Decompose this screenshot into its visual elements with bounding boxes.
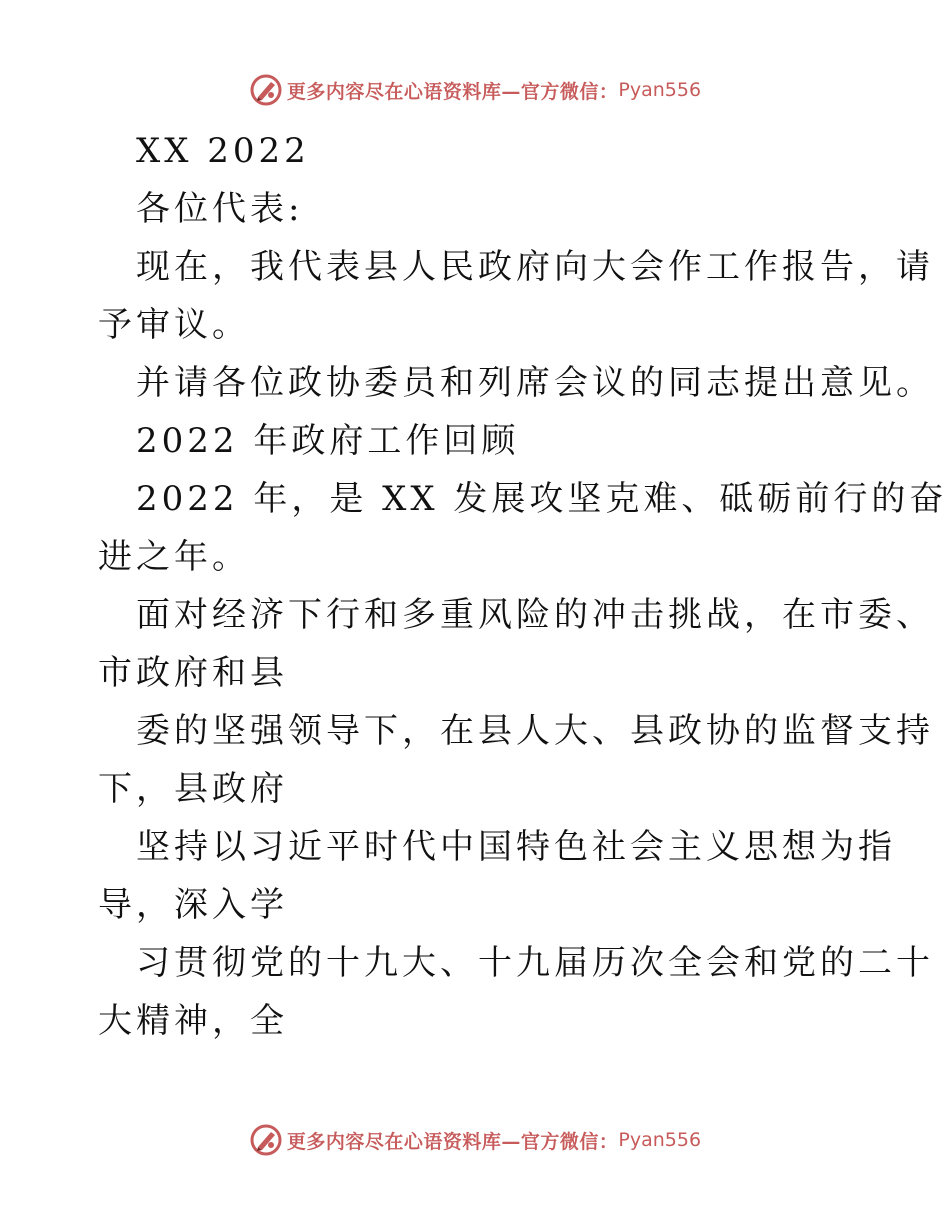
paragraph-line: 坚持以习近平时代中国特色社会主义思想为指 <box>136 827 896 867</box>
footer-watermark-banner <box>0 1120 950 1160</box>
header-watermark-banner <box>0 70 950 110</box>
watermark-text: 更多内容尽在心语资料库—官方微信： <box>286 1130 619 1153</box>
document-body <box>98 122 948 1050</box>
salutation-line: 各位代表: <box>136 189 304 229</box>
paragraph-line: 习贯彻党的十九大、十九届历次全会和党的二十 <box>136 943 934 983</box>
paragraph-line: 进之年。 <box>98 537 250 577</box>
paragraph-line: 2022 年，是 XX 发展攻坚克难、砥砺前行的奋 <box>136 479 948 519</box>
watermark-wechat-id: Pyan556 <box>618 79 702 101</box>
paragraph-line: 导，深入学 <box>98 885 288 925</box>
paragraph-line: 并请各位政协委员和列席会议的同志提出意见。 <box>136 363 934 403</box>
section-heading-line: 2022 年政府工作回顾 <box>136 421 520 461</box>
watermark-wechat-id: Pyan556 <box>618 1129 702 1151</box>
pen-logo-icon <box>249 1123 283 1157</box>
paragraph-line: 大精神，全 <box>98 1001 288 1041</box>
doc-title-line: XX 2022 <box>136 131 310 171</box>
paragraph-line: 委的坚强领导下，在县人大、县政协的监督支持 <box>136 711 934 751</box>
paragraph-line: 面对经济下行和多重风险的冲击挑战，在市委、 <box>136 595 934 635</box>
watermark-text: 更多内容尽在心语资料库—官方微信： <box>286 80 619 103</box>
paragraph-line: 下，县政府 <box>98 769 288 809</box>
paragraph-line: 现在，我代表县人民政府向大会作工作报告，请 <box>136 247 934 287</box>
paragraph-line: 市政府和县 <box>98 653 288 693</box>
paragraph-line: 予审议。 <box>98 305 250 345</box>
pen-logo-icon <box>249 73 283 107</box>
